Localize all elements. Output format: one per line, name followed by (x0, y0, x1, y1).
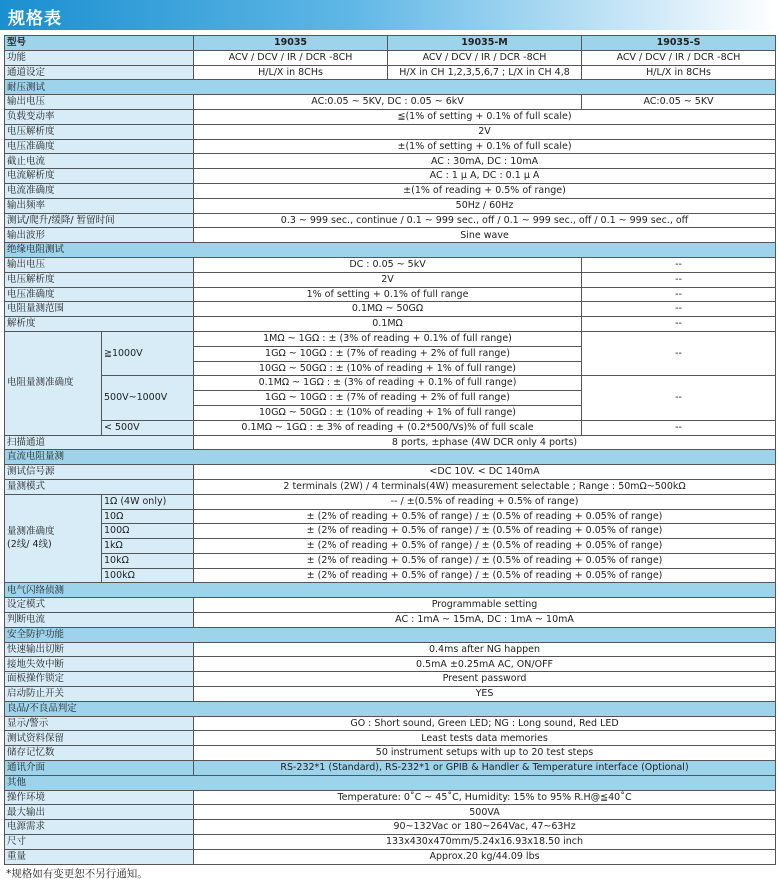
table-row (5, 95, 776, 110)
cell: 0.3 ~ 999 sec., continue / 0.1 ~ 999 sec., off / 0.1 ~ 999 sec., off / 0.1 ~ 999 sec., off (194, 213, 776, 228)
section-header (5, 701, 776, 716)
range-label: 100kΩ (102, 568, 194, 583)
cell: 2 terminals (2W) / 4 terminals(4W) measurement selectable ; Range : 50mΩ~500kΩ (194, 479, 776, 494)
table-row (5, 568, 776, 583)
cell: Programmable setting (194, 598, 776, 613)
row-label: 通讯介面 (5, 761, 194, 776)
row-label: 启动防止开关 (5, 687, 194, 702)
table-row (5, 183, 776, 198)
row-label: 设定模式 (5, 598, 194, 613)
table-row (5, 746, 776, 761)
row-label: 测试资料保留 (5, 731, 194, 746)
cell: ±(1% of setting + 0.1% of full scale) (194, 139, 776, 154)
row-label: 电阻量测范围 (5, 302, 194, 317)
range-label: 1kΩ (102, 539, 194, 554)
cell: 50 instrument setups with up to 20 test steps (194, 746, 776, 761)
row-label: 解析度 (5, 317, 194, 332)
row-label: 最大输出 (5, 805, 194, 820)
row-label: 显示/警示 (5, 716, 194, 731)
cell: 0.1MΩ ~ 1GΩ : ± 3% of reading + (0.2*500/Vs)% of full scale (194, 420, 582, 435)
cell: -- (582, 331, 776, 375)
table-row (5, 50, 776, 65)
title-bar (0, 0, 778, 30)
row-label: 电阻量测准确度 (5, 331, 102, 435)
cell: Temperature: 0˚C ~ 45˚C, Humidity: 15% to 95% R.H@≦40˚C (194, 790, 776, 805)
table-row (5, 761, 776, 776)
cell: ± (2% of reading + 0.5% of range) / ± (0.5% of reading + 0.05% of range) (194, 539, 776, 554)
model-19035-s: 19035-S (582, 36, 776, 51)
cell: 1GΩ ~ 10GΩ : ± (7% of reading + 2% of full range) (194, 346, 582, 361)
table-row (5, 65, 776, 80)
section-title: 安全防护功能 (5, 627, 776, 642)
table-row (5, 687, 776, 702)
cell: -- (582, 376, 776, 420)
cell: ± (2% of reading + 0.5% of range) / ± (0.5% of reading + 0.05% of range) (194, 524, 776, 539)
cell: ACV / DCV / IR / DCR -8CH (582, 50, 776, 65)
row-label: 输出电压 (5, 95, 194, 110)
row-label: 判断电流 (5, 613, 194, 628)
row-label: 面板操作锁定 (5, 672, 194, 687)
cell: 0.1MΩ (194, 317, 582, 332)
range-label: < 500V (102, 420, 194, 435)
cell: 10GΩ ~ 50GΩ : ± (10% of reading + 1% of full range) (194, 361, 582, 376)
header-label: 型号 (5, 36, 194, 51)
row-label: 电压准确度 (5, 287, 194, 302)
cell: AC:0.05 ~ 5KV (582, 95, 776, 110)
cell: ≦(1% of setting + 0.1% of full scale) (194, 109, 776, 124)
section-title: 其他 (5, 775, 776, 790)
cell: 2V (194, 124, 776, 139)
table-row (5, 213, 776, 228)
cell: GO : Short sound, Green LED; NG : Long sound, Red LED (194, 716, 776, 731)
spec-table (4, 35, 776, 865)
cell: -- (582, 420, 776, 435)
range-label: ≧1000V (102, 331, 194, 375)
row-label: 电流准确度 (5, 183, 194, 198)
row-label: 重量 (5, 849, 194, 864)
cell: ± (2% of reading + 0.5% of range) / ± (0.5% of reading + 0.05% of range) (194, 568, 776, 583)
cell: DC : 0.05 ~ 5kV (194, 257, 582, 272)
cell: 1% of setting + 0.1% of full range (194, 287, 582, 302)
section-title: 绝缘电阻测试 (5, 243, 776, 258)
table-row (5, 613, 776, 628)
cell: Approx.20 kg/44.09 lbs (194, 849, 776, 864)
table-row (5, 317, 776, 332)
cell: AC : 30mA, DC : 10mA (194, 154, 776, 169)
row-label: 测试/爬升/缓降/ 暂留时间 (5, 213, 194, 228)
row-label: 测试信号源 (5, 465, 194, 480)
cell: ± (2% of reading + 0.5% of range) / ± (0.5% of reading + 0.05% of range) (194, 509, 776, 524)
section-title: 耐压测试 (5, 80, 776, 95)
cell: -- (582, 257, 776, 272)
row-label: 输出频率 (5, 198, 194, 213)
cell: <DC 10V. < DC 140mA (194, 465, 776, 480)
table-row (5, 109, 776, 124)
cell: Present password (194, 672, 776, 687)
table-row (5, 228, 776, 243)
cell: 133x430x470mm/5.24x16.93x18.50 inch (194, 835, 776, 850)
row-label: 截止电流 (5, 154, 194, 169)
table-row (5, 642, 776, 657)
table-row (5, 465, 776, 480)
row-label: 尺寸 (5, 835, 194, 850)
table-row (5, 657, 776, 672)
table-row (5, 124, 776, 139)
table-row (5, 790, 776, 805)
cell: -- (582, 272, 776, 287)
row-label: 电源需求 (5, 820, 194, 835)
range-label: 10Ω (102, 509, 194, 524)
table-row (5, 169, 776, 184)
table-row (5, 272, 776, 287)
cell: AC:0.05 ~ 5KV, DC : 0.05 ~ 6kV (194, 95, 582, 110)
cell: 90~132Vac or 180~264Vac, 47~63Hz (194, 820, 776, 835)
row-label: 负载变动率 (5, 109, 194, 124)
table-row (5, 524, 776, 539)
range-label: 10kΩ (102, 553, 194, 568)
cell: ±(1% of reading + 0.5% of range) (194, 183, 776, 198)
cell: 0.1MΩ ~ 1GΩ : ± (3% of reading + 0.1% of full range) (194, 376, 582, 391)
cell: 1GΩ ~ 10GΩ : ± (7% of reading + 2% of full range) (194, 391, 582, 406)
table-row (5, 198, 776, 213)
range-label: 500V~1000V (102, 376, 194, 420)
table-row (5, 539, 776, 554)
footnote: *规格如有变更恕不另行通知。 (6, 868, 148, 880)
row-label: 电压准确度 (5, 139, 194, 154)
table-row (5, 849, 776, 864)
range-label: 100Ω (102, 524, 194, 539)
cell: -- (582, 302, 776, 317)
row-label: 通道设定 (5, 65, 194, 80)
table-row (5, 376, 776, 391)
cell: H/X in CH 1,2,3,5,6,7 ; L/X in CH 4,8 (388, 65, 582, 80)
header-row (5, 36, 776, 51)
section-header (5, 80, 776, 95)
table-row (5, 287, 776, 302)
row-label: 储存记忆数 (5, 746, 194, 761)
model-19035: 19035 (194, 36, 388, 51)
section-header (5, 627, 776, 642)
section-header (5, 583, 776, 598)
cell: ± (2% of reading + 0.5% of range) / ± (0.5% of reading + 0.05% of range) (194, 553, 776, 568)
table-row (5, 420, 776, 435)
section-title: 电气闪络侦测 (5, 583, 776, 598)
cell: 500VA (194, 805, 776, 820)
section-title: 直流电阻量测 (5, 450, 776, 465)
table-row (5, 716, 776, 731)
section-header (5, 775, 776, 790)
row-label: 输出电压 (5, 257, 194, 272)
cell: H/L/X in 8CHs (194, 65, 388, 80)
row-label: 量测准确度 (2线/ 4线) (5, 494, 102, 583)
table-row (5, 598, 776, 613)
table-row (5, 479, 776, 494)
table-row (5, 257, 776, 272)
range-label: 1Ω (4W only) (102, 494, 194, 509)
cell: ACV / DCV / IR / DCR -8CH (194, 50, 388, 65)
cell: ACV / DCV / IR / DCR -8CH (388, 50, 582, 65)
cell: YES (194, 687, 776, 702)
cell: -- (582, 317, 776, 332)
section-header (5, 450, 776, 465)
cell: 2V (194, 272, 582, 287)
row-label: 电流解析度 (5, 169, 194, 184)
cell: AC : 1 μ A, DC : 0.1 μ A (194, 169, 776, 184)
table-row (5, 731, 776, 746)
table-row (5, 553, 776, 568)
cell: 10GΩ ~ 50GΩ : ± (10% of reading + 1% of full range) (194, 405, 582, 420)
cell: 50Hz / 60Hz (194, 198, 776, 213)
table-row (5, 302, 776, 317)
page-title: 规格表 (8, 9, 62, 29)
row-label: 电压解析度 (5, 272, 194, 287)
cell: 0.4ms after NG happen (194, 642, 776, 657)
row-label: 操作环境 (5, 790, 194, 805)
cell: 8 ports, ±phase (4W DCR only 4 ports) (194, 435, 776, 450)
section-title: 良品/不良品判定 (5, 701, 776, 716)
row-label: 输出波形 (5, 228, 194, 243)
model-19035-m: 19035-M (388, 36, 582, 51)
cell: -- (582, 287, 776, 302)
cell: 0.5mA ±0.25mA AC, ON/OFF (194, 657, 776, 672)
table-row (5, 435, 776, 450)
table-row (5, 494, 776, 509)
table-row (5, 835, 776, 850)
table-row (5, 154, 776, 169)
table-row (5, 820, 776, 835)
cell: AC : 1mA ~ 15mA, DC : 1mA ~ 10mA (194, 613, 776, 628)
row-label: 电压解析度 (5, 124, 194, 139)
section-header (5, 243, 776, 258)
table-row (5, 331, 776, 346)
cell: Sine wave (194, 228, 776, 243)
row-label: 量测模式 (5, 479, 194, 494)
cell: 0.1MΩ ~ 50GΩ (194, 302, 582, 317)
cell: -- / ±(0.5% of reading + 0.5% of range) (194, 494, 776, 509)
cell: 1MΩ ~ 1GΩ : ± (3% of reading + 0.1% of full range) (194, 331, 582, 346)
table-row (5, 805, 776, 820)
table-row (5, 672, 776, 687)
row-label: 接地失效中断 (5, 657, 194, 672)
cell: RS-232*1 (Standard), RS-232*1 or GPIB & Handler & Temperature interface (Optional) (194, 761, 776, 776)
row-label: 功能 (5, 50, 194, 65)
cell: Least tests data memories (194, 731, 776, 746)
row-label: 扫描通道 (5, 435, 194, 450)
row-label: 快速输出切断 (5, 642, 194, 657)
table-row (5, 509, 776, 524)
cell: H/L/X in 8CHs (582, 65, 776, 80)
table-row (5, 139, 776, 154)
